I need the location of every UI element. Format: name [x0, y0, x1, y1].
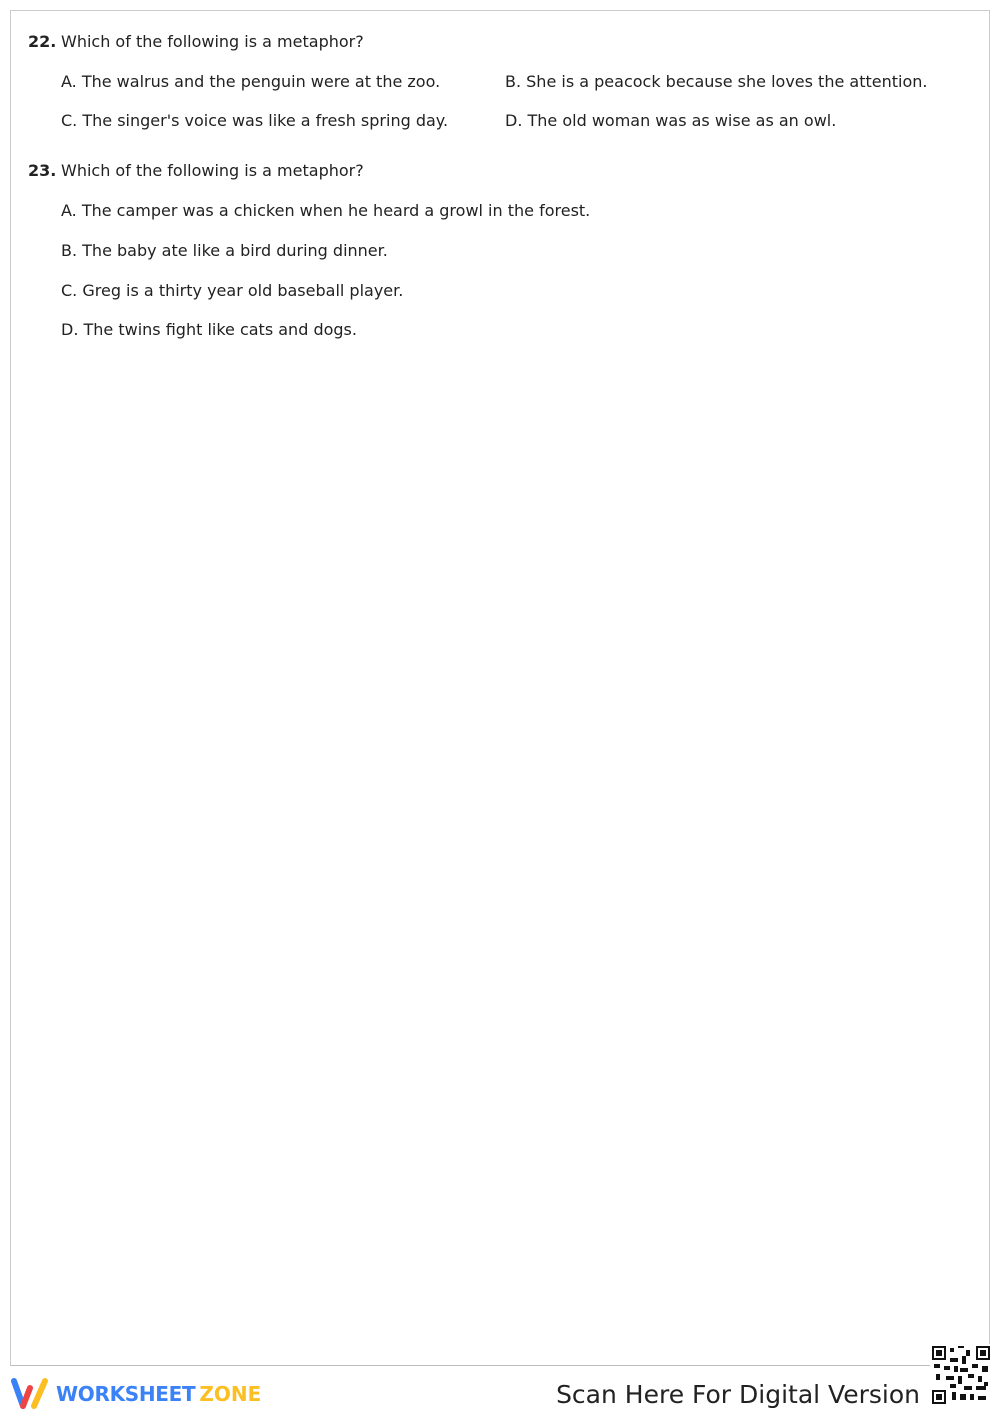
option-b: B. The baby ate like a bird during dinner. [61, 241, 388, 260]
scan-text: Scan Here For Digital Version [556, 1380, 920, 1409]
brand-worksheet: WORKSHEET [56, 1382, 196, 1406]
brand-zone: ZONE [199, 1382, 262, 1406]
option-a: A. The walrus and the penguin were at the zoo. [61, 72, 441, 91]
worksheetzone-logo [10, 1377, 261, 1411]
option-c: C. The singer's voice was like a fresh spring day. [61, 111, 449, 130]
question-number: 23. [28, 161, 57, 180]
option-d: D. The old woman was as wise as an owl. [505, 111, 837, 130]
qr-code-icon[interactable] [930, 1344, 992, 1406]
question-22 [28, 32, 364, 51]
option-d: D. The twins fight like cats and dogs. [61, 320, 357, 339]
option-c: C. Greg is a thirty year old baseball player. [61, 281, 404, 300]
question-text: Which of the following is a metaphor? [61, 32, 364, 51]
option-a: A. The camper was a chicken when he heard a growl in the forest. [61, 201, 591, 220]
logo-w-icon [10, 1377, 50, 1411]
option-b: B. She is a peacock because she loves the attention. [505, 72, 928, 91]
question-number: 22. [28, 32, 57, 51]
question-23 [28, 161, 364, 180]
question-text: Which of the following is a metaphor? [61, 161, 364, 180]
